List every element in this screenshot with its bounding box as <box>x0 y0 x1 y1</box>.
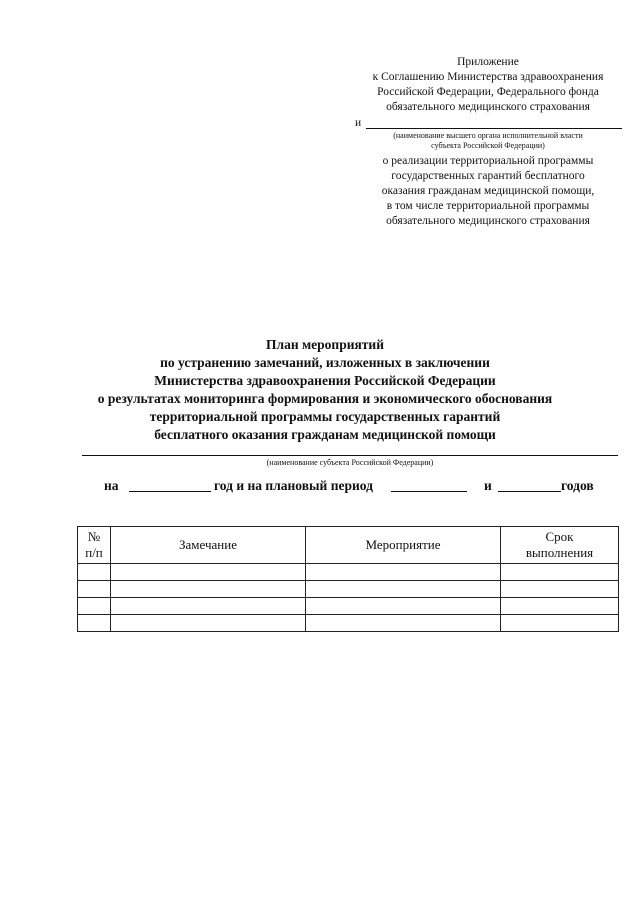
appendix-text-line: государственных гарантий бесплатного <box>391 170 585 182</box>
period-year-text: год и на плановый период <box>214 478 373 493</box>
table-cell <box>78 615 111 632</box>
authority-fill-row <box>348 116 628 131</box>
column-header-measure: Мероприятие <box>306 527 501 564</box>
table-cell <box>501 615 619 632</box>
title-line: по устранению замечаний, изложенных в заключении <box>160 355 490 370</box>
title-line: Министерства здравоохранения Российской Федерации <box>154 373 496 388</box>
title-line: о результатах мониторинга формирования и экономического обоснования <box>97 391 553 406</box>
subject-caption: (наименование субъекта Российской Федерации) <box>266 458 434 467</box>
period-years: годов <box>561 478 594 493</box>
period-and: и <box>484 478 492 493</box>
table-row <box>78 615 619 632</box>
appendix-text-line: обязательного медицинского страхования <box>386 101 590 113</box>
title-line: бесплатного оказания гражданам медицинской помощи <box>154 427 496 442</box>
table-cell <box>111 615 306 632</box>
column-header-number: № п/п <box>78 527 111 564</box>
table-row <box>78 581 619 598</box>
authority-caption: субъекта Российской Федерации) <box>431 141 545 150</box>
period-na: на <box>104 478 119 493</box>
plan-table <box>77 526 619 632</box>
table-cell <box>78 564 111 581</box>
year-fill-line <box>129 491 211 492</box>
table-cell <box>78 581 111 598</box>
table-cell <box>306 615 501 632</box>
table-header-row <box>78 527 619 564</box>
and-word: и <box>355 117 362 129</box>
plan-title <box>40 336 610 444</box>
table-row <box>78 598 619 615</box>
column-header-remark: Замечание <box>111 527 306 564</box>
table-cell <box>306 598 501 615</box>
table-cell <box>111 598 306 615</box>
table-cell <box>501 581 619 598</box>
column-header-deadline: Срок выполнения <box>501 527 619 564</box>
appendix-block <box>348 55 628 229</box>
table-cell <box>306 564 501 581</box>
table-cell <box>111 581 306 598</box>
plan-year-start-fill-line <box>391 491 467 492</box>
title-line: План мероприятий <box>266 337 384 352</box>
appendix-text-line: о реализации территориальной программы <box>382 155 594 167</box>
authority-caption: (наименование высшего органа исполнительной власти <box>393 131 583 140</box>
appendix-text-line: в том числе территориальной программы <box>386 200 590 212</box>
appendix-text-line: обязательного медицинского страхования <box>386 215 590 227</box>
plan-year-end-fill-line <box>498 491 561 492</box>
period-row <box>104 476 614 496</box>
title-line: территориальной программы государственных гарантий <box>149 409 501 424</box>
table-cell <box>306 581 501 598</box>
subject-fill-line <box>82 455 618 456</box>
table-row <box>78 564 619 581</box>
table-cell <box>78 598 111 615</box>
appendix-text-line: к Соглашению Министерства здравоохранения <box>372 71 604 83</box>
table-cell <box>501 564 619 581</box>
table-cell <box>501 598 619 615</box>
table-cell <box>111 564 306 581</box>
authority-fill-line <box>366 128 622 129</box>
appendix-heading: Приложение <box>457 56 519 68</box>
appendix-text-line: Российской Федерации, Федерального фонда <box>377 86 599 98</box>
appendix-text-line: оказания гражданам медицинской помощи, <box>381 185 595 197</box>
